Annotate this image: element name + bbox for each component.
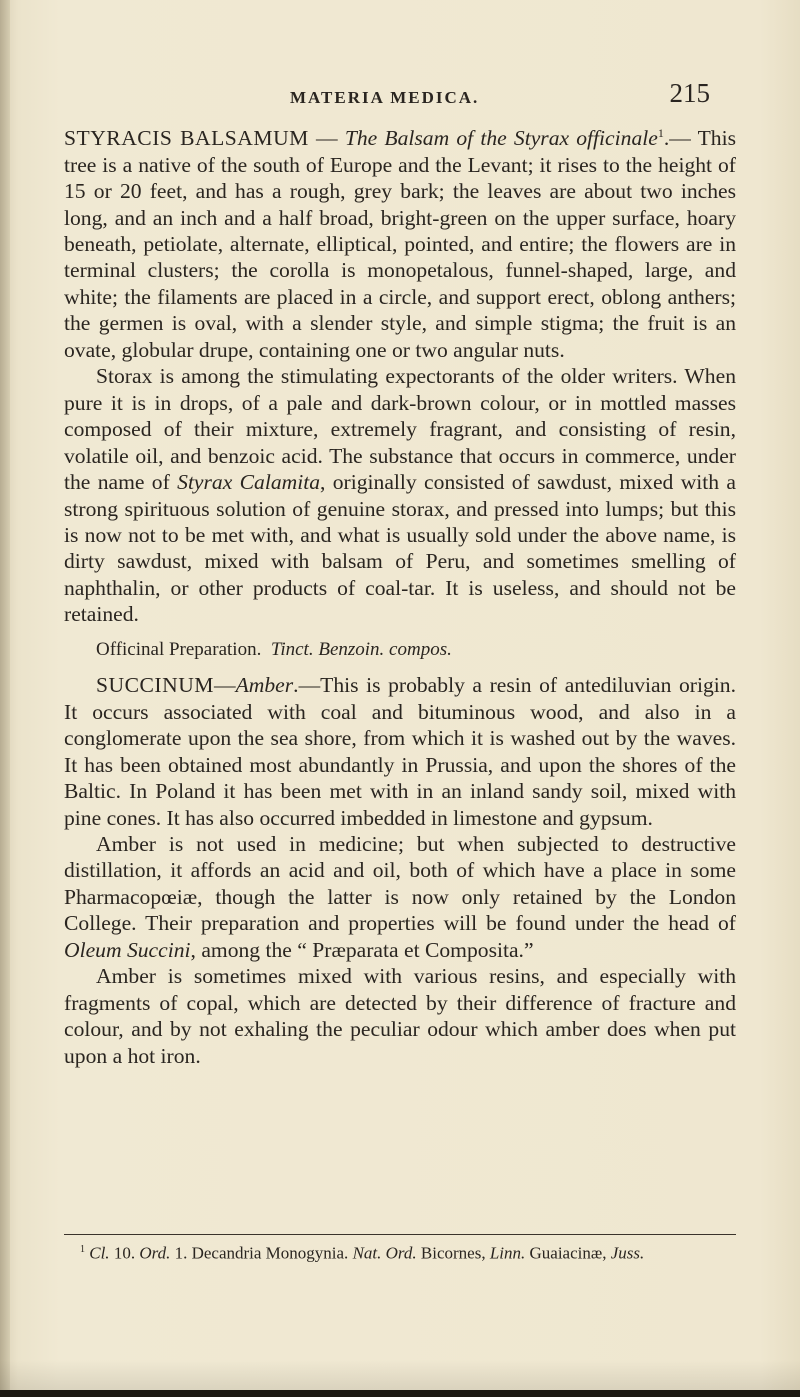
spacer [64, 663, 736, 672]
styrax-heading: STYRACIS BALSAMUM [64, 126, 309, 151]
footnote-class-label: Cl. [89, 1243, 110, 1263]
italic-term: Oleum Succini [64, 937, 191, 962]
succinum-paragraph-2 [64, 831, 736, 963]
footnote-natural-order-label: Nat. Ord. [352, 1243, 417, 1263]
text-span: , among the “ Præparata et Composita.” [190, 937, 534, 962]
styrax-paragraph-2 [64, 363, 736, 628]
officinal-preparation [64, 637, 736, 663]
heading-dash: — [308, 126, 345, 151]
footnote-order-value: 1. Decandria Monogynia. [170, 1243, 353, 1263]
footnote-class-value: 10. [109, 1243, 140, 1263]
footnote [64, 1240, 736, 1263]
page-gutter [0, 0, 10, 1397]
page-bottom-edge [0, 1390, 800, 1397]
succinum-description: .—This is probably a resin of antediluvian origin. It occurs associated with coal and bituminous wood, and also in a conglomerate upon the sea shore, from which it is washed out by the waves. It has been obtained most abundantly in Prussia, and upon the shores of the Baltic. In Poland it has been met with in an inland sandy soil, mixed with pine cones. It has also occurred imbedded in limestone and gypsum. [64, 673, 736, 830]
running-head: MATERIA MEDICA. [290, 88, 480, 107]
officinal-value: Tinct. Benzoin. compos. [270, 638, 452, 660]
footnote-jussieu: Juss. [610, 1243, 645, 1263]
footnote-marker: 1 [80, 1244, 85, 1255]
styrax-description: .— This tree is a native of the south of Europe and the Levant; it rises to the height of 15 or 20 feet, and has a rough, grey bark; the leaves are about two inches long, and an inch and a half broad, bright-green on the upper surface, hoary beneath, petiolate, alternate, elliptical, pointed, and entire; the flowers are in terminal clusters; the corolla is monopetalous, funnel-shaped, large, and white; the filaments are placed in a circle, and support erect, oblong anthers; the germen is oval, with a slender style, and simple stigma; the fruit is an ovate, globular drupe, containing one or two angular nuts. [64, 126, 737, 362]
footnote-rule [64, 1234, 736, 1235]
spacer [64, 628, 736, 637]
page-header [290, 78, 710, 118]
page-shadow [0, 1360, 800, 1390]
main-text [64, 120, 736, 1069]
italic-term: Styrax Calamita [177, 470, 321, 495]
footnote-order-label: Ord. [139, 1243, 171, 1263]
officinal-label: Officinal Preparation. [96, 638, 262, 660]
heading-dash: — [214, 673, 236, 698]
styrax-entry [64, 120, 736, 363]
succinum-heading: SUCCINUM [96, 673, 214, 698]
text-span: Storax is among the stimulating expectorants of the older writers. When pure it is in drops, of a pale and dark-brown colour, or in mottled masses composed of their mixture, extremely fragrant, and consisting of resin, volatile oil, and benzoic acid. The substance that occurs in commerce, under the name of [64, 364, 736, 495]
succinum-common-name: Amber [235, 673, 294, 698]
succinum-paragraph-3: Amber is sometimes mixed with various resins, and especially with fragments of copal, which are detected by their difference of fracture and colour, and by not exhaling the peculiar odour which amber does when put upon a hot iron. [64, 964, 736, 1068]
footnote-linnaeus: Linn. [489, 1243, 526, 1263]
footnote-reference: 1 [657, 126, 664, 140]
footnote-natural-order-value: Bicornes, [416, 1243, 490, 1263]
text-span: , originally consisted of sawdust, mixed with a strong spirituous solution of genuine storax, and pressed into lumps; but this is now not to be met with, and what is usually sold under the above name, is dirty sawdust, mixed with balsam of Peru, and sometimes smelling of naphthalin, or other products of coal-tar. It is useless, and should not be retained. [64, 470, 736, 627]
text-span: Amber is not used in medicine; but when subjected to destructive distillation, it affords an acid and oil, both of which have a place in some Pharmacopœiæ, though the latter is now only retained by the London College. Their preparation and properties will be found under the head of [64, 831, 736, 936]
footnote-family: Guaiacinæ, [525, 1243, 611, 1263]
styrax-common-name: The Balsam of the Styrax officinale [344, 126, 658, 151]
succinum-entry [64, 672, 736, 831]
page-number: 215 [669, 78, 710, 108]
